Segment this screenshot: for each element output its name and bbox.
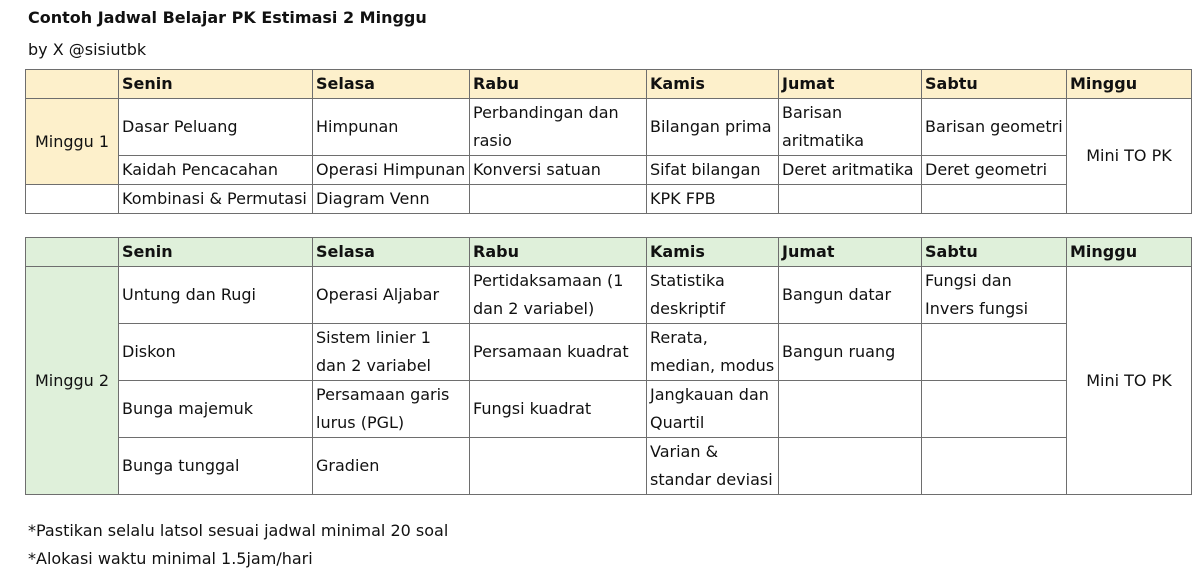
header-selasa: Selasa <box>313 70 470 99</box>
table-cell: Pertidaksamaan (1 dan 2 variabel) <box>470 267 647 324</box>
corner-cell <box>26 70 119 99</box>
table-cell: Perbandingan dan rasio <box>470 99 647 156</box>
table-row <box>26 156 1192 185</box>
table-row <box>26 185 1192 214</box>
table-cell: Barisan geometri <box>922 99 1067 156</box>
header-kamis: Kamis <box>647 238 779 267</box>
header-sabtu: Sabtu <box>922 238 1067 267</box>
empty-cell <box>26 185 119 214</box>
table-cell: Operasi Himpunan <box>313 156 470 185</box>
table-cell <box>922 324 1067 381</box>
week-label: Minggu 1 <box>26 99 119 185</box>
table-cell: Konversi satuan <box>470 156 647 185</box>
schedule-table-week-1 <box>25 69 1192 214</box>
table-cell: Untung dan Rugi <box>119 267 313 324</box>
header-senin: Senin <box>119 70 313 99</box>
byline: by X @sisiutbk <box>28 40 147 59</box>
table-cell: Bunga tunggal <box>119 438 313 495</box>
table-cell: KPK FPB <box>647 185 779 214</box>
table-cell <box>470 185 647 214</box>
table-cell: Bangun datar <box>779 267 922 324</box>
page-title: Contoh Jadwal Belajar PK Estimasi 2 Minggu <box>28 8 427 27</box>
table-cell: Sistem linier 1 dan 2 variabel <box>313 324 470 381</box>
table-row <box>26 381 1192 438</box>
table-cell <box>779 438 922 495</box>
table-cell <box>922 381 1067 438</box>
table-cell: Deret aritmatika <box>779 156 922 185</box>
header-sabtu: Sabtu <box>922 70 1067 99</box>
week-label: Minggu 2 <box>26 267 119 495</box>
table-row <box>26 324 1192 381</box>
table-cell: Bilangan prima <box>647 99 779 156</box>
header-minggu: Minggu <box>1067 70 1192 99</box>
table-cell: Deret geometri <box>922 156 1067 185</box>
footnote-practice: *Pastikan selalu latsol sesuai jadwal minimal 20 soal <box>28 521 449 540</box>
corner-cell <box>26 238 119 267</box>
table-cell <box>922 438 1067 495</box>
table-cell: Persamaan kuadrat <box>470 324 647 381</box>
header-rabu: Rabu <box>470 238 647 267</box>
table-cell: Varian & standar deviasi <box>647 438 779 495</box>
sunday-cell: Mini TO PK <box>1067 99 1192 214</box>
table-cell: Fungsi dan Invers fungsi <box>922 267 1067 324</box>
table-cell: Diskon <box>119 324 313 381</box>
table-cell: Barisan aritmatika <box>779 99 922 156</box>
table-cell: Persamaan garis lurus (PGL) <box>313 381 470 438</box>
table-cell: Gradien <box>313 438 470 495</box>
table-cell <box>922 185 1067 214</box>
table-cell: Rerata, median, modus <box>647 324 779 381</box>
table-row <box>26 99 1192 156</box>
header-kamis: Kamis <box>647 70 779 99</box>
header-rabu: Rabu <box>470 70 647 99</box>
table-cell: Sifat bilangan <box>647 156 779 185</box>
table-row <box>26 438 1192 495</box>
table-cell <box>470 438 647 495</box>
sunday-cell: Mini TO PK <box>1067 267 1192 495</box>
table-cell: Jangkauan dan Quartil <box>647 381 779 438</box>
table-cell: Himpunan <box>313 99 470 156</box>
table-cell: Kombinasi & Permutasi <box>119 185 313 214</box>
header-jumat: Jumat <box>779 238 922 267</box>
table-cell: Bunga majemuk <box>119 381 313 438</box>
table-cell <box>779 381 922 438</box>
schedule-table-week-2 <box>25 237 1192 495</box>
table-cell: Fungsi kuadrat <box>470 381 647 438</box>
table-row <box>26 267 1192 324</box>
header-selasa: Selasa <box>313 238 470 267</box>
table-cell: Dasar Peluang <box>119 99 313 156</box>
header-jumat: Jumat <box>779 70 922 99</box>
header-senin: Senin <box>119 238 313 267</box>
table-cell: Diagram Venn <box>313 185 470 214</box>
header-minggu: Minggu <box>1067 238 1192 267</box>
table-cell: Bangun ruang <box>779 324 922 381</box>
table-cell: Statistika deskriptif <box>647 267 779 324</box>
table-cell: Operasi Aljabar <box>313 267 470 324</box>
footnote-time: *Alokasi waktu minimal 1.5jam/hari <box>28 549 313 568</box>
table-cell: Kaidah Pencacahan <box>119 156 313 185</box>
table-cell <box>779 185 922 214</box>
